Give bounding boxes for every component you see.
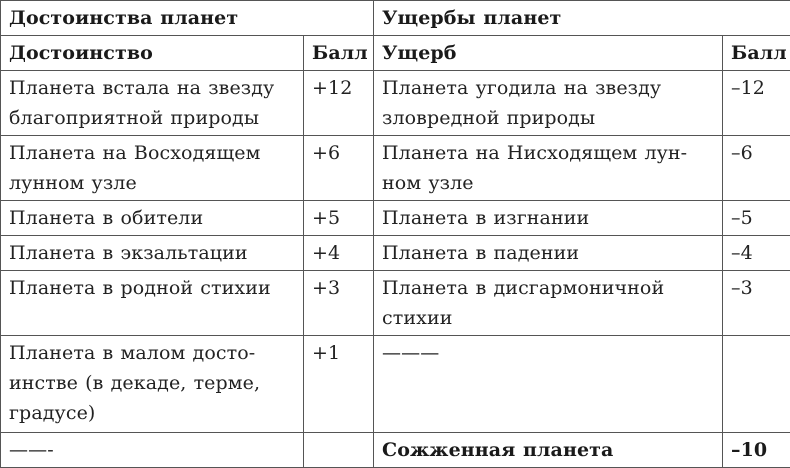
dignity-cell (1, 201, 304, 236)
debility-text: Планета угодила на звезду (382, 73, 716, 103)
dignity-text: Планета на Восходящем (9, 138, 297, 168)
table-row (1, 71, 790, 136)
debility-text: Планета в изгнании (382, 203, 716, 233)
debility-cell (374, 271, 723, 336)
dignity-score (304, 433, 374, 468)
dignity-score: +6 (304, 136, 374, 201)
dignities-title: Достоинства планет (1, 1, 374, 36)
debility-score: –5 (723, 201, 790, 236)
table-row (1, 271, 790, 336)
dignity-cell (1, 71, 304, 136)
table-row (1, 136, 790, 201)
dignity-text: Планета в родной стихии (9, 273, 297, 303)
dignity-cell (1, 271, 304, 336)
dignity-text: благоприятной природы (9, 103, 297, 133)
dignity-text: градусе) (9, 398, 297, 428)
dignity-text: Планета встала на звезду (9, 73, 297, 103)
debility-text: стихии (382, 303, 716, 333)
debility-cell (374, 201, 723, 236)
debility-placeholder-dash: ——— (382, 338, 716, 368)
debility-score: –4 (723, 236, 790, 271)
table-row (1, 433, 790, 468)
debility-text: Планета в падении (382, 238, 716, 268)
debility-column-header: Ущерб (374, 36, 723, 71)
dignity-text: лунном узле (9, 168, 297, 198)
debility-text: Сожженная планета (382, 435, 716, 465)
dignity-text: Планета в экзальтации (9, 238, 297, 268)
dignity-score: +1 (304, 336, 374, 433)
dignity-score-column-header: Балл (304, 36, 374, 71)
debility-score: –6 (723, 136, 790, 201)
debility-text: Планета на Нисходящем лун- (382, 138, 716, 168)
debility-score: –10 (723, 433, 790, 468)
dignity-cell (1, 336, 304, 433)
table-row (1, 236, 790, 271)
debility-cell (374, 236, 723, 271)
dignity-column-header: Достоинство (1, 36, 304, 71)
dignity-score: +3 (304, 271, 374, 336)
table-row (1, 201, 790, 236)
dignity-text: Планета в малом досто- (9, 338, 297, 368)
dignity-placeholder-dash: ——- (9, 435, 297, 465)
debility-text: ном узле (382, 168, 716, 198)
dignity-text: Планета в обители (9, 203, 297, 233)
dignity-score: +12 (304, 71, 374, 136)
debility-text: зловредной природы (382, 103, 716, 133)
debility-score: –12 (723, 71, 790, 136)
table-title-row (1, 1, 790, 36)
dignity-score: +4 (304, 236, 374, 271)
debility-score (723, 336, 790, 433)
dignity-cell (1, 433, 304, 468)
debility-cell (374, 71, 723, 136)
debility-score: –3 (723, 271, 790, 336)
table-header-row (1, 36, 790, 71)
dignity-cell (1, 236, 304, 271)
debility-score-column-header: Балл (723, 36, 790, 71)
debility-cell (374, 433, 723, 468)
debility-text: Планета в дисгармоничной (382, 273, 716, 303)
debility-cell (374, 336, 723, 433)
debility-cell (374, 136, 723, 201)
table-row (1, 336, 790, 433)
dignity-text: инстве (в декаде, терме, (9, 368, 297, 398)
dignity-score: +5 (304, 201, 374, 236)
debilities-title: Ущербы планет (374, 1, 790, 36)
dignity-cell (1, 136, 304, 201)
